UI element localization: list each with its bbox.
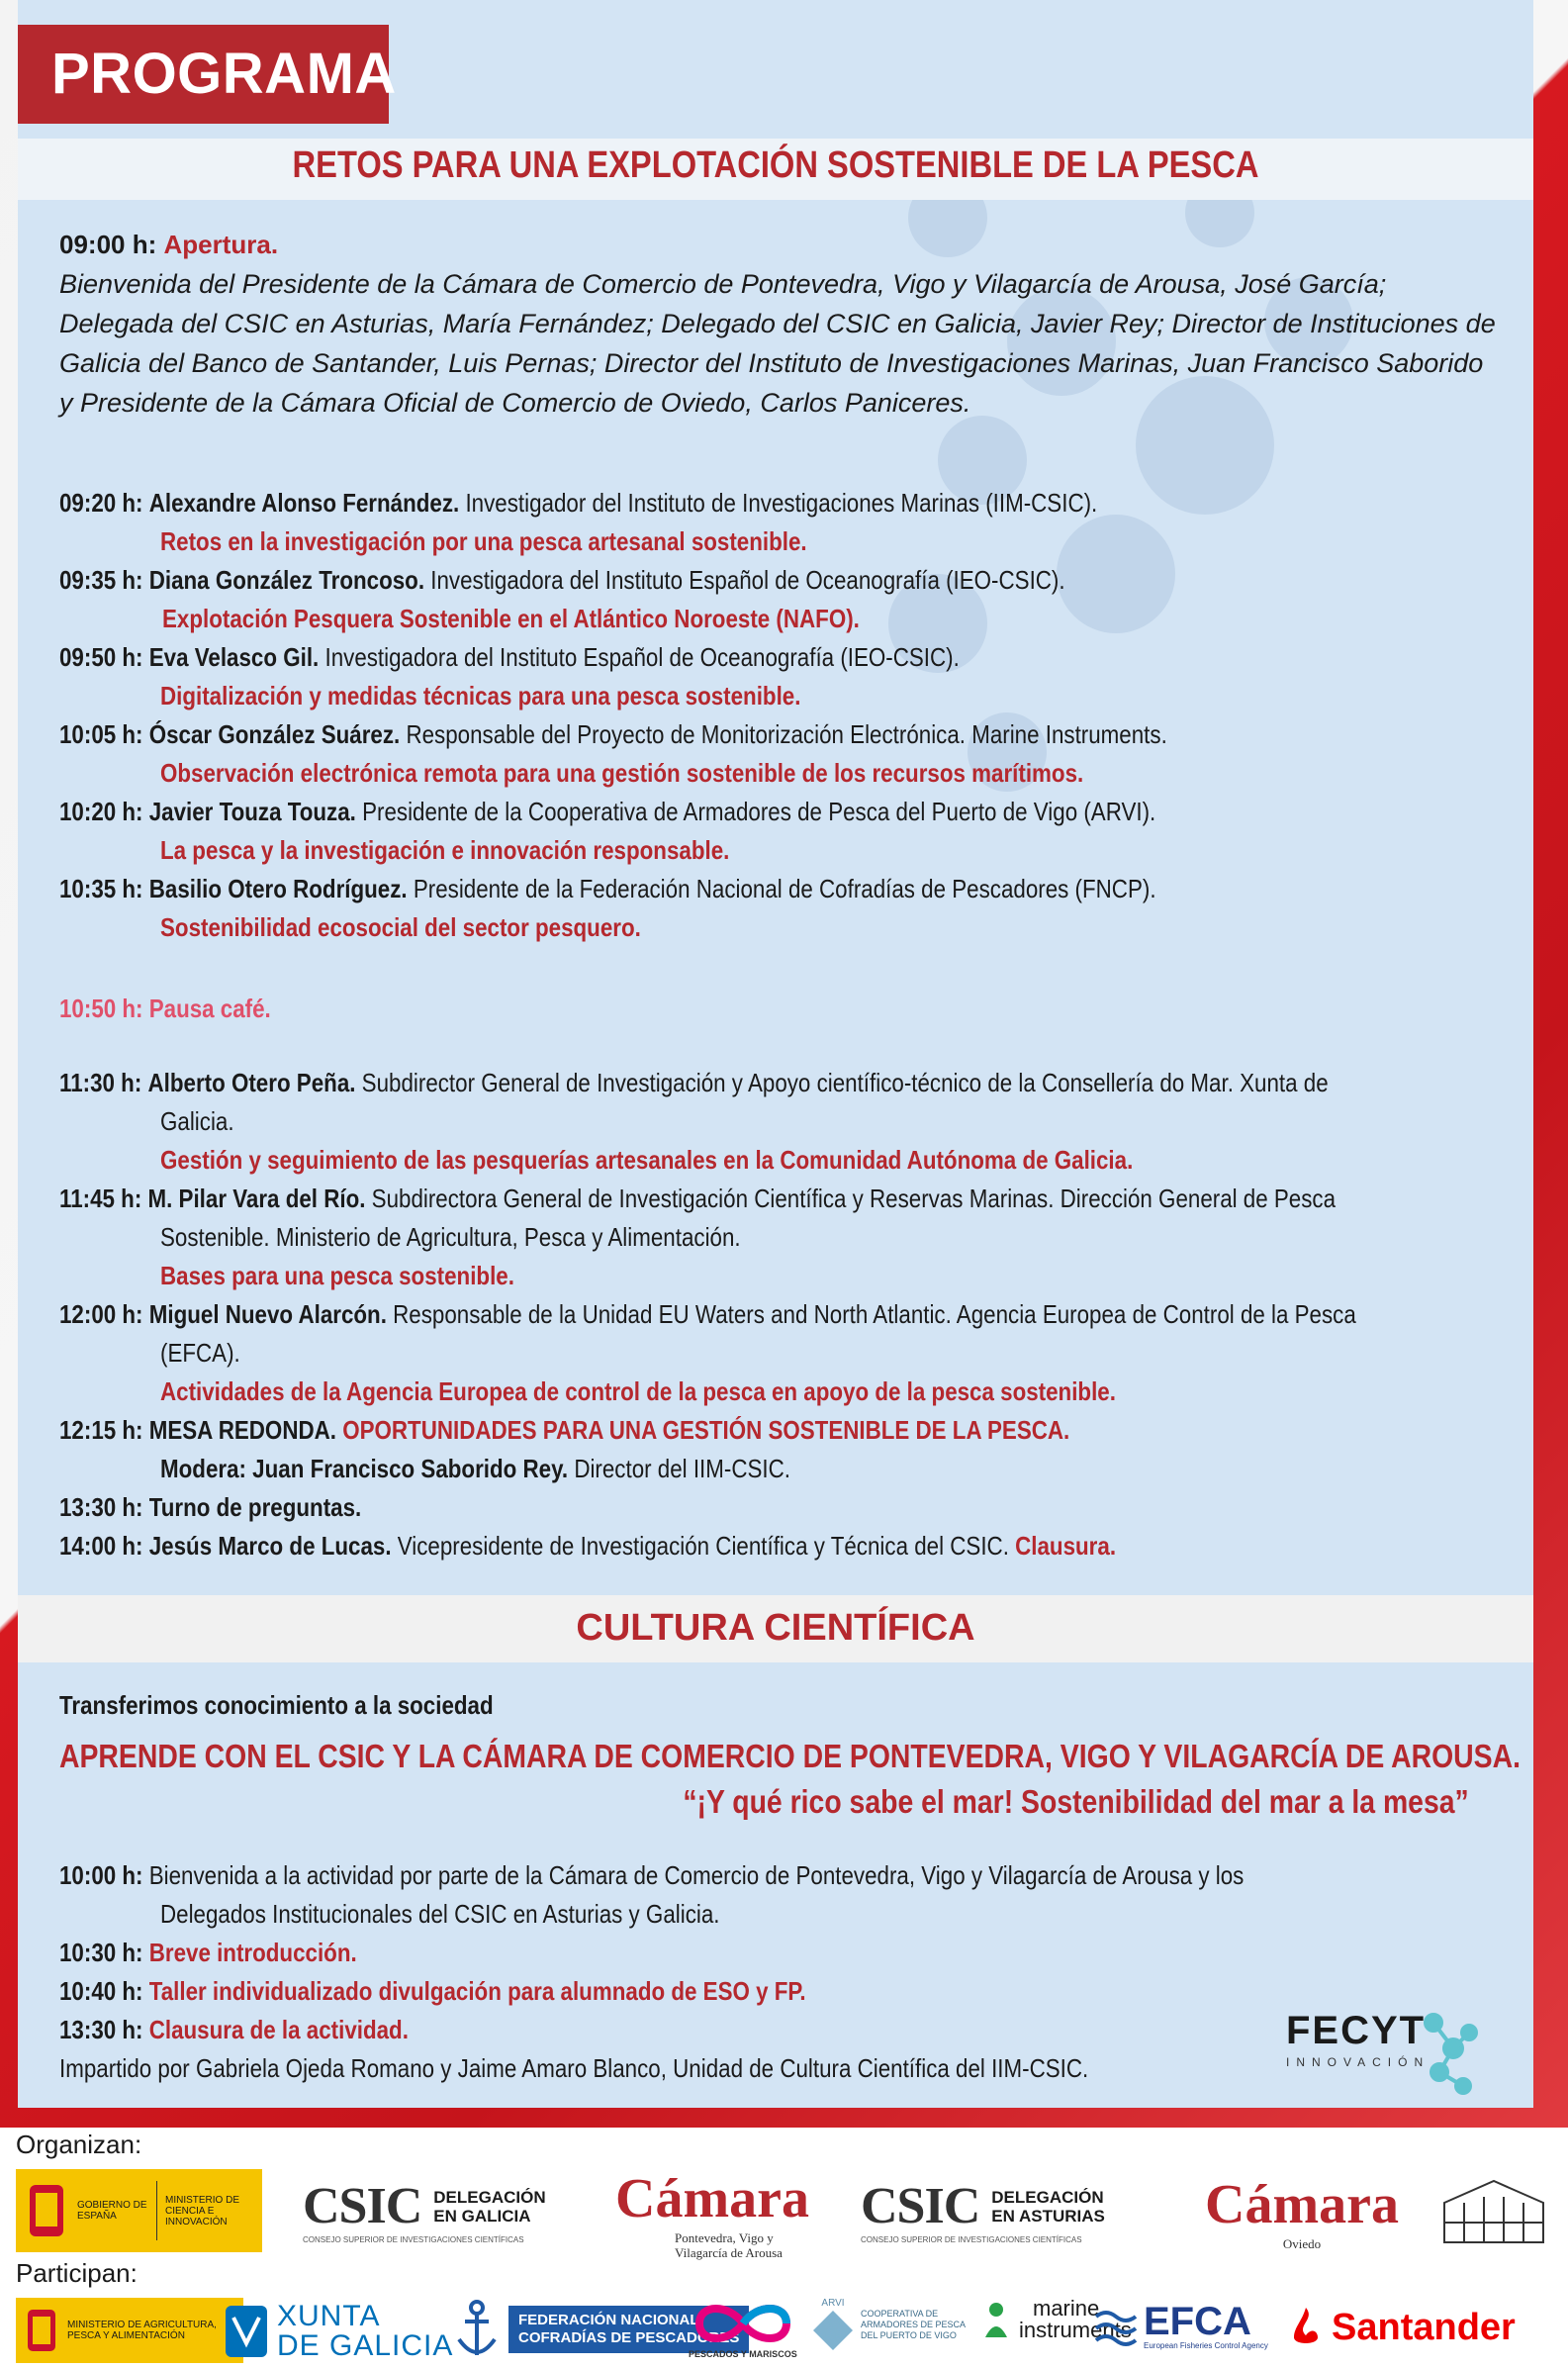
- mesa-moderator: Modera: Juan Francisco Saborido Rey.: [160, 1454, 569, 1483]
- mesa-time: 12:15 h:: [59, 1415, 143, 1445]
- mapa-logo: [16, 2298, 243, 2363]
- clausura-time: 14:00 h:: [59, 1531, 143, 1561]
- deleg-galicia-1: DELEGACIÓN: [433, 2187, 546, 2207]
- talk-topic: Bases para una pesca sostenible.: [160, 1261, 514, 1290]
- csic-sub: CONSEJO SUPERIOR DE INVESTIGACIONES CIENTÍFICAS: [303, 2235, 524, 2244]
- camara-pv-1: Pontevedra, Vigo y: [675, 2230, 774, 2245]
- pescados-logo: [689, 2298, 797, 2359]
- santander-flame-icon: [1286, 2306, 1326, 2349]
- talk-role: Subdirector General de Investigación y Apoyo científico-técnico de la Consellería do Mar. Xunta de: [355, 1068, 1329, 1097]
- clausura-speaker: Jesús Marco de Lucas.: [148, 1531, 392, 1561]
- talk-speaker: Alberto Otero Peña.: [147, 1068, 356, 1097]
- mesa-label: MESA REDONDA.: [148, 1415, 336, 1445]
- csic-asturias-logo: [861, 2177, 1105, 2244]
- xunta-shield-icon: [224, 2304, 269, 2359]
- apertura-time: 09:00 h:: [59, 230, 157, 259]
- organizan-label: Organizan:: [16, 2130, 142, 2159]
- cultura-text: Breve introducción.: [142, 1938, 357, 1967]
- cultura-subtitle-text: Transferimos conocimiento a la sociedad: [59, 1690, 494, 1720]
- clausura-role: Vicepresidente de Investigación Científica y Técnica del CSIC.: [391, 1531, 1009, 1561]
- talk-role: Presidente de la Federación Nacional de Cofradías de Pescadores (FNCP).: [407, 874, 1156, 903]
- fecyt-logo: [1286, 2009, 1474, 2098]
- talk-item: [59, 715, 1504, 793]
- talk-topic: Gestión y seguimiento de las pesquerías artesanales en la Comunidad Autónoma de Galicia.: [160, 1145, 1134, 1175]
- mesa-redonda: [59, 1411, 1504, 1488]
- apertura-label: Apertura.: [163, 230, 279, 259]
- clausura-label: Clausura.: [1015, 1531, 1117, 1561]
- talk-speaker: Javier Touza Touza.: [148, 797, 356, 826]
- fncp-text-1: FEDERACIÓN NACIONAL: [518, 2312, 699, 2328]
- talk-role-cont: Sostenible. Ministerio de Agricultura, Pesca y Alimentación.: [160, 1222, 741, 1252]
- talk-speaker: Miguel Nuevo Alarcón.: [148, 1299, 387, 1329]
- cultura-time: 10:40 h:: [59, 1976, 143, 2006]
- cultura-credit-text: Impartido por Gabriela Ojeda Romano y Jaime Amaro Blanco, Unidad de Cultura Científica del IIM-CSIC.: [59, 2053, 1089, 2083]
- cultura-text: Clausura de la actividad.: [142, 2015, 409, 2044]
- santander-wordmark: Santander: [1332, 2306, 1516, 2348]
- camara-wordmark: Cámara: [1205, 2174, 1399, 2235]
- gobierno-text: GOBIERNO DE ESPAÑA: [77, 2200, 147, 2222]
- cultura-subtitle: [59, 1686, 1504, 1725]
- marine-leaf-icon: [979, 2300, 1013, 2339]
- deleg-galicia-2: EN GALICIA: [433, 2206, 531, 2226]
- talk-role: Responsable de la Unidad EU Waters and North Atlantic. Agencia Europea de Control de la Pesca: [386, 1299, 1356, 1329]
- camara-pontevedra-logo: [615, 2167, 809, 2260]
- talk-time: 10:35 h:: [59, 874, 143, 903]
- csic-wordmark: CSIC: [303, 2178, 422, 2234]
- mesa-title: OPORTUNIDADES PARA UNA GESTIÓN SOSTENIBLE DE LA PESCA.: [342, 1415, 1070, 1445]
- pausa-cafe: [59, 990, 1504, 1028]
- talk-role-cont: Galicia.: [160, 1106, 234, 1136]
- talk-item: [59, 484, 1504, 561]
- infinity-icon: [692, 2298, 794, 2349]
- fecyt-sub: INNOVACIÓN: [1286, 2055, 1430, 2069]
- cultura-headline: APRENDE CON EL CSIC Y LA CÁMARA DE COMERCIO DE PONTEVEDRA, VIGO Y VILAGARCÍA DE AROUSA.: [59, 1738, 1521, 1774]
- talk-item: [59, 1180, 1504, 1295]
- spain-shield-icon: [24, 2306, 59, 2355]
- xunta-text-1: XUNTA: [277, 2300, 381, 2332]
- talk-time: 11:45 h:: [59, 1184, 142, 1213]
- talk-topic: La pesca y la investigación e innovación responsable.: [160, 835, 730, 865]
- talk-speaker: Diana González Troncoso.: [148, 565, 425, 595]
- talk-role: Subdirectora General de Investigación Científica y Reservas Marinas. Dirección General de Pesca: [365, 1184, 1337, 1213]
- gobierno-logo: [16, 2169, 262, 2252]
- talk-speaker: Alexandre Alonso Fernández.: [148, 488, 460, 518]
- apertura-block: [59, 226, 1504, 423]
- marine-text-1: marine: [1033, 2296, 1100, 2321]
- pausa-label: 10:50 h: Pausa café.: [59, 994, 271, 1023]
- talk-role: Presidente de la Cooperativa de Armadores de Pesca del Puerto de Vigo (ARVI).: [355, 797, 1156, 826]
- talk-topic: Retos en la investigación por una pesca artesanal sostenible.: [160, 526, 807, 556]
- talks-morning: [59, 484, 1504, 947]
- talk-time: 09:35 h:: [59, 565, 143, 595]
- mesa-moderator-role: Director del IIM-CSIC.: [568, 1454, 790, 1483]
- talk-speaker: Eva Velasco Gil.: [148, 642, 320, 672]
- xunta-text-2: DE GALICIA: [277, 2329, 454, 2362]
- section-title-cultura: CULTURA CIENTÍFICA: [576, 1607, 975, 1649]
- fecyt-molecule-icon: [1420, 2009, 1479, 2098]
- anchor-icon: [455, 2298, 499, 2361]
- cultura-item: [59, 1856, 1504, 1934]
- talk-role: Investigador del Instituto de Investigaciones Marinas (IIM-CSIC).: [459, 488, 1098, 518]
- talk-role: Investigadora del Instituto Español de Oceanografía (IEO-CSIC).: [424, 565, 1065, 595]
- turno-time: 13:30 h:: [59, 1492, 143, 1522]
- cultura-time: 10:00 h:: [59, 1860, 143, 1890]
- talk-time: 09:50 h:: [59, 642, 143, 672]
- deleg-asturias-2: EN ASTURIAS: [991, 2206, 1105, 2226]
- arvi-desc: COOPERATIVA DE ARMADORES DE PESCA DEL PUERTO DE VIGO: [861, 2309, 966, 2340]
- talk-time: 11:30 h:: [59, 1068, 142, 1097]
- cultura-text: Bienvenida a la actividad por parte de la Cámara de Comercio de Pontevedra, Vigo y Vilagarcía de Arousa y los: [142, 1860, 1245, 1890]
- waves-icon: [1094, 2305, 1138, 2348]
- csic-galicia-logo: [303, 2177, 546, 2244]
- talk-time: 10:05 h:: [59, 719, 143, 749]
- talk-item: [59, 793, 1504, 870]
- camara-wordmark: Cámara: [615, 2168, 809, 2229]
- ministerio-text: MINISTERIO DE CIENCIA E INNOVACIÓN: [165, 2194, 240, 2227]
- efca-wordmark: EFCA: [1144, 2300, 1251, 2343]
- building-icon: [1434, 2173, 1553, 2252]
- cultura-item: [59, 1934, 1504, 1972]
- page-title: PROGRAMA: [18, 25, 389, 124]
- efca-logo: [1094, 2302, 1268, 2350]
- cultura-time: 10:30 h:: [59, 1938, 143, 1967]
- marine-text-2: instruments: [1019, 2318, 1132, 2342]
- santander-logo: [1286, 2306, 1516, 2349]
- camara-pv-2: Vilagarcía de Arousa: [675, 2245, 783, 2260]
- cultura-quote: “¡Y qué rico sabe el mar! Sostenibilidad del mar a la mesa”: [683, 1783, 1469, 1820]
- csic-sub: CONSEJO SUPERIOR DE INVESTIGACIONES CIENTÍFICAS: [861, 2235, 1082, 2244]
- talk-role: Responsable del Proyecto de Monitorización Electrónica. Marine Instruments.: [400, 719, 1167, 749]
- talk-topic: Explotación Pesquera Sostenible en el Atlántico Noroeste (NAFO).: [162, 604, 860, 633]
- talk-topic: Digitalización y medidas técnicas para una pesca sostenible.: [160, 681, 801, 711]
- cultura-text-cont: Delegados Institucionales del CSIC en Asturias y Galicia.: [160, 1899, 720, 1929]
- talks-late: [59, 1064, 1504, 1565]
- talk-speaker: Óscar González Suárez.: [148, 719, 401, 749]
- fncp-text-2: COFRADÍAS DE PESCADORES: [518, 2329, 740, 2346]
- talk-item: [59, 870, 1504, 947]
- talk-speaker: M. Pilar Vara del Río.: [147, 1184, 366, 1213]
- clausura: [59, 1527, 1504, 1565]
- fecyt-name: FECYT: [1286, 2009, 1427, 2052]
- cultura-text: Taller individualizado divulgación para alumnado de ESO y FP.: [142, 1976, 806, 2006]
- efca-sub: European Fisheries Control Agency: [1144, 2341, 1268, 2350]
- apertura-text: Bienvenida del Presidente de la Cámara de Comercio de Pontevedra, Vigo y Vilagarcía de Arousa, José García; Delegada del CSIC en Asturias, María Fernández; Delegado del CSIC en Galicia, Javier Rey; Director de Instituciones de Galicia del Banco de Santander, Luis Pernas; Director del Instituto de Investigaciones Marinas, Juan Francisco Saborido y Presidente de la Cámara Oficial de Comercio de Oviedo, Carlos Paniceres.: [59, 269, 1496, 418]
- talk-item: [59, 1064, 1504, 1180]
- section-title-retos: RETOS PARA UNA EXPLOTACIÓN SOSTENIBLE DE LA PESCA: [292, 144, 1259, 186]
- camara-oviedo-logo: [1205, 2173, 1399, 2251]
- talk-item: [59, 638, 1504, 715]
- talk-time: 10:20 h:: [59, 797, 143, 826]
- talk-topic: Actividades de la Agencia Europea de control de la pesca en apoyo de la pesca sostenible.: [160, 1376, 1116, 1406]
- talk-item: [59, 1295, 1504, 1411]
- turno-preguntas: [59, 1488, 1504, 1527]
- talk-speaker: Basilio Otero Rodríguez.: [148, 874, 408, 903]
- arvi-text: ARVI: [821, 2298, 845, 2309]
- participan-label: Participan:: [16, 2258, 138, 2288]
- talk-time: 09:20 h:: [59, 488, 143, 518]
- talk-item: [59, 561, 1504, 638]
- xunta-logo: [224, 2302, 453, 2361]
- talk-role: Investigadora del Instituto Español de Oceanografía (IEO-CSIC).: [319, 642, 960, 672]
- turno-text: Turno de preguntas.: [148, 1492, 362, 1522]
- arvi-diamond-icon: [811, 2309, 855, 2352]
- mapa-text: MINISTERIO DE AGRICULTURA, PESCA Y ALIMENTACIÓN: [67, 2320, 217, 2341]
- cultura-time: 13:30 h:: [59, 2015, 143, 2044]
- csic-wordmark: CSIC: [861, 2178, 980, 2234]
- arvi-logo: [811, 2298, 979, 2352]
- talk-topic: Sostenibilidad ecosocial del sector pesquero.: [160, 912, 641, 942]
- talk-time: 12:00 h:: [59, 1299, 143, 1329]
- talk-role-cont: (EFCA).: [160, 1338, 240, 1368]
- pescados-text: PESCADOS Y MARISCOS: [689, 2349, 797, 2359]
- cultura-item: [59, 1972, 1504, 2011]
- deleg-asturias-1: DELEGACIÓN: [991, 2187, 1104, 2207]
- camara-oviedo: Oviedo: [1282, 2236, 1322, 2251]
- talk-topic: Observación electrónica remota para una gestión sostenible de los recursos marítimos.: [160, 758, 1084, 788]
- spain-shield-icon: [24, 2181, 69, 2240]
